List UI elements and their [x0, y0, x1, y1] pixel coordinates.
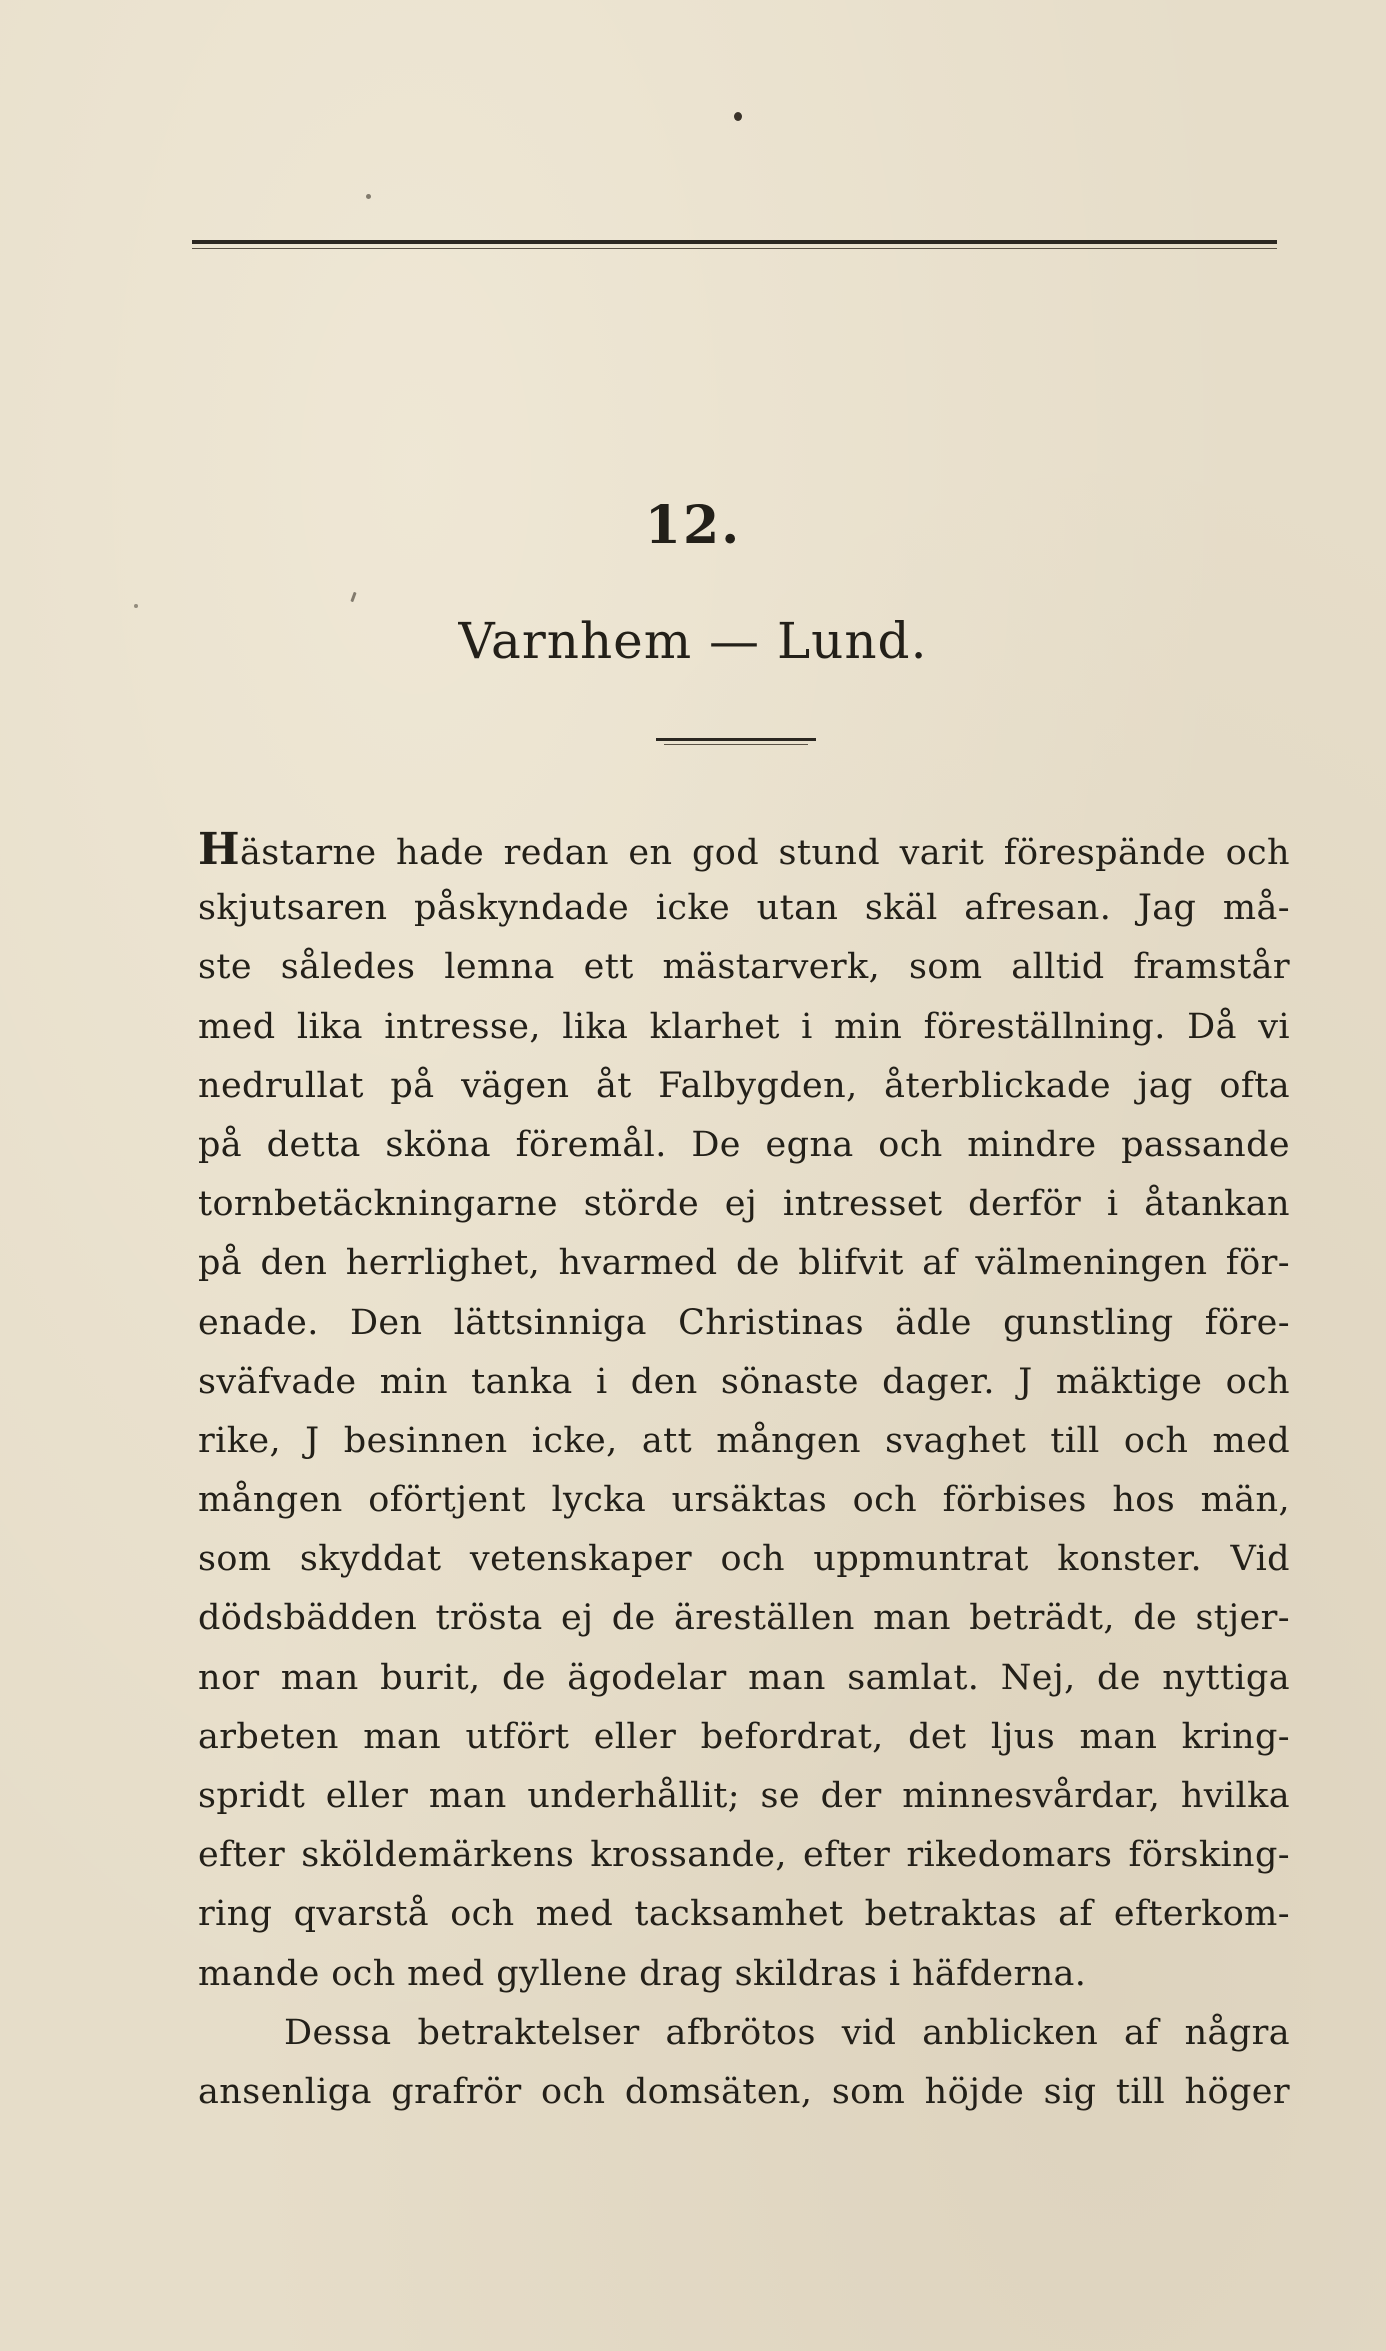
title-rule [656, 738, 816, 741]
text-line: mande och med gyllene drag skildras i häfderna. [198, 1953, 1087, 1994]
text-line: på den herrlighet, hvarmed de blifvit af välmeningen för- [198, 1243, 1290, 1284]
text-line: dödsbädden trösta ej de äreställen man beträdt, de stjer- [198, 1598, 1290, 1639]
ink-speck [366, 194, 371, 199]
text-line: nor man burit, de ägodelar man samlat. Nej, de nyttiga [198, 1657, 1290, 1698]
ink-speck [350, 592, 356, 602]
text-line: efter sköldemärkens krossande, efter rikedomars försking- [198, 1835, 1290, 1876]
text-line: sväfvade min tanka i den sönaste dager. J mäktige och [198, 1361, 1290, 1402]
text-line: skjutsaren påskyndade icke utan skäl afresan. Jag må- [198, 888, 1290, 929]
text-line: mången oförtjent lycka ursäktas och förbises hos män, [198, 1480, 1290, 1521]
body-text [198, 820, 1290, 2122]
text-line: rike, J besinnen icke, att mången svaghet till och med [198, 1420, 1290, 1461]
header-rule [192, 240, 1277, 244]
initial-letter: H [198, 824, 240, 875]
text-line: tornbetäckningarne störde ej intresset derför i åtankan [198, 1184, 1290, 1225]
chapter-number: 12. [644, 495, 742, 556]
text-line: nedrullat på vägen åt Falbygden, återblickade jag ofta [198, 1065, 1290, 1106]
text-line: enade. Den lättsinniga Christinas ädle gunstling före- [198, 1302, 1290, 1343]
ink-speck [734, 112, 742, 121]
text-line [198, 820, 1290, 879]
text-line: ring qvarstå och med tacksamhet betraktas af efterkom- [198, 1894, 1290, 1935]
text-line: ste således lemna ett mästarverk, som alltid framstår [198, 947, 1290, 988]
text-line: med lika intresse, lika klarhet i min föreställning. Då vi [198, 1006, 1290, 1047]
text-line: som skyddat vetenskaper och uppmuntrat konster. Vid [198, 1539, 1290, 1580]
text-line: spridt eller man underhållit; se der minnesvårdar, hvilka [198, 1776, 1290, 1816]
text-line: på detta sköna föremål. De egna och mindre passande [198, 1124, 1290, 1165]
line-text: ästarne hade redan en god stund varit förespände och [239, 833, 1290, 873]
ink-speck [134, 604, 138, 608]
text-line: ansenliga grafrör och domsäten, som höjde sig till höger [198, 2071, 1290, 2112]
text-line: Dessa betraktelser afbrötos vid anblicken af några [284, 2012, 1290, 2053]
chapter-title: Varnhem — Lund. [458, 612, 928, 670]
header-rule-thin [192, 248, 1277, 249]
title-rule-thin [664, 744, 808, 745]
text-line: arbeten man utfört eller befordrat, det ljus man kring- [198, 1716, 1290, 1757]
